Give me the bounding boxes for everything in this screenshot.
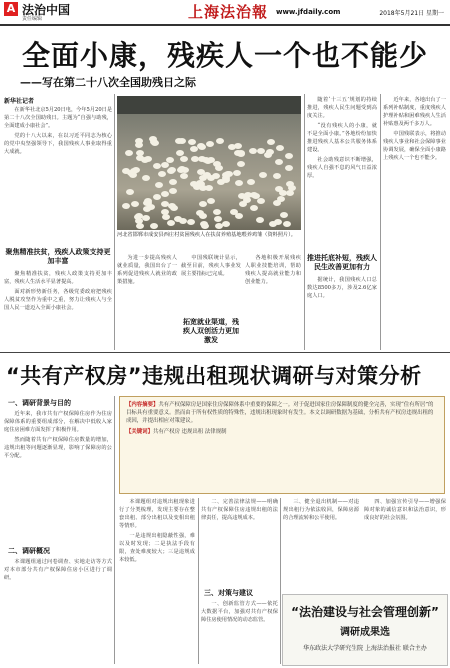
chicken-shape (247, 179, 255, 185)
editor-label: 责任编辑 (22, 16, 43, 22)
chicken-shape (257, 198, 265, 204)
chicken-shape (237, 151, 245, 157)
chicken-shape (216, 138, 224, 144)
chicken-shape (233, 170, 241, 176)
promo-title: “法治建设与社会管理创新” (291, 605, 439, 619)
article1-col1b (4, 270, 112, 348)
chicken-shape (213, 209, 221, 215)
chicken-shape (207, 198, 215, 204)
chicken-shape (286, 190, 294, 196)
chicken-shape (275, 159, 283, 165)
column-divider (304, 94, 305, 350)
chicken-shape (197, 143, 205, 149)
paragraph: 社会助残意识不断增强，残疾人自强不息的风气日益浓厚。 (307, 157, 377, 179)
section-heading: 三、对策与建议 (204, 589, 253, 597)
chicken-shape (243, 197, 251, 203)
article1-col1 (4, 106, 112, 246)
chicken-shape (206, 141, 214, 147)
keywords-tag: 【关键词】 (126, 429, 153, 435)
chicken-shape (143, 206, 151, 212)
chicken-shape (155, 182, 163, 188)
chicken-shape (237, 161, 245, 167)
paragraph: 本课题组通过问卷调查、实地走访等方式对本市部分共有产权保障住房小区进行了调研。 (4, 559, 112, 581)
chicken-shape (122, 203, 130, 209)
column-divider (280, 498, 281, 664)
issue-date: 2018年5月21日 星期一 (379, 10, 444, 17)
chicken-shape (228, 144, 236, 150)
chicken-shape (264, 152, 272, 158)
chicken-shape (150, 223, 158, 229)
article1-col3-subhead: 推进托底补短，残疾人民生改善更加有力 (307, 254, 377, 271)
section-heading: 二、调研概况 (8, 547, 50, 555)
chicken-shape (161, 191, 169, 197)
paragraph: 各地积极开展残疾人职业技能培训，帮助残疾人提高就业能力和创业能力。 (245, 255, 301, 285)
chicken-shape (187, 219, 195, 225)
paragraph: 三、健全退出机制——对违规出租行为依法收回，保障房源的合理流转和公平使用。 (283, 499, 359, 521)
chicken-shape (142, 175, 150, 181)
article2-headline: “共有产权房”违规出租现状调研与对策分析 (6, 364, 422, 388)
chicken-shape (207, 175, 215, 181)
abstract-tag: 【内容摘要】 (126, 402, 159, 408)
chicken-shape (176, 150, 184, 156)
article1-headline: 全面小康，残疾人一个也不能少 (21, 39, 428, 72)
article1-col2c (245, 254, 301, 350)
paragraph: 一、创新监管方式——依托大数据平台，加强对共有产权保障住房使用情况的动态监管。 (201, 601, 278, 623)
column-divider (380, 94, 381, 350)
promo-subtitle: 调研成果选 (340, 627, 390, 638)
chicken-shape (197, 169, 205, 175)
chicken-shape (214, 216, 222, 222)
chicken-shape (178, 138, 186, 144)
paragraph: 一是违规出租隐蔽性强，难以及时发现；二是执法手段有限，查处难度较大；三是违规成本较低。 (119, 533, 195, 563)
article2-col2 (119, 498, 195, 664)
paragraph: 随着‘十三五’规划的持续推进，残疾人民生问题受到高度关注。 (307, 97, 377, 119)
chicken-shape (199, 213, 207, 219)
paragraph: 近年来，我市共有产权保障住房作为住房保障体系的重要组成部分，在解决中低收入家庭住房困难方面发挥了积极作用。 (4, 411, 112, 433)
chicken-shape (222, 221, 230, 227)
article1-photo (117, 96, 301, 230)
article1-col4 (383, 96, 446, 348)
chicken-shape (273, 173, 281, 179)
chicken-shape (142, 215, 150, 221)
paragraph: 中国残联表示，将推动残疾人事业和社会保障事业协调发展，确保全面小康路上残疾人一个也不能少。 (383, 131, 446, 161)
article2-abstract (119, 396, 445, 494)
chicken-shape (131, 201, 139, 207)
paragraph: 聚焦精准扶贫，残疾人政策支持更加丰富，残疾人生活水平显著提高。 (4, 271, 112, 285)
chicken-shape (199, 201, 207, 207)
chicken-shape (273, 200, 281, 206)
chicken-shape (158, 171, 166, 177)
abstract-text: 共有产权保障房是国家住房保障体系中重要的保障之一。对于促进国家住房保障制度的健全完善，实现“住有所居”的目标具有重要意义。然而由于所有权性质的特殊性，违规出租现象时有发生。本文以调研数据为基础，分析共有产权房违规出租的成因，并提出相应对策建议。 (126, 402, 434, 424)
paragraph: 中国残联统计显示，截至目前，残疾人事业发展主要指标已完成。 (181, 255, 241, 277)
photo-caption: 河北省邯郸市成安县西庄村贫困残疾人在扶贫养殖基地喂养鸡雏（资料照片）。 (117, 232, 296, 238)
chicken-shape (276, 145, 284, 151)
chicken-shape (285, 153, 293, 159)
chicken-shape (161, 209, 169, 215)
keywords-text: 共有产权房 违规出租 法律规制 (152, 429, 227, 435)
paragraph: 然而随着共有产权保障住房数量的增加，违规出租等问题逐渐显现，影响了保障房的公平分配。 (4, 437, 112, 459)
chicken-shape (136, 155, 144, 161)
chicken-shape (201, 223, 209, 229)
article2-col5 (364, 498, 446, 592)
paragraph: 本课题组对违规出租现象进行了分类梳理，发现主要存在整套出租、部分出租以及变相出租等情形。 (119, 499, 195, 529)
chicken-shape (280, 212, 288, 218)
chicken-shape (180, 156, 188, 162)
chicken-shape (285, 165, 293, 171)
chicken-shape (168, 167, 176, 173)
page-header (0, 0, 450, 24)
chicken-shape (169, 179, 177, 185)
article1-subhead: ——写在第二十八次全国助残日之际 (20, 76, 196, 89)
article-divider (0, 352, 450, 353)
promo-organizers: 华东政法大学研究生院 上海法治报社 联合主办 (303, 645, 427, 652)
article2-col3a (201, 498, 278, 586)
paragraph: 二、完善法律法规——明确共有产权保障住房违规出租的法律责任，提高违规成本。 (201, 499, 278, 521)
column-divider (114, 396, 115, 664)
column-divider (114, 94, 115, 350)
chicken-shape (235, 180, 243, 186)
section-logo: A (4, 2, 18, 16)
paragraph: 面对新形势新任务，各级党委政府把残疾人脱贫攻坚作为重中之重，努力让残疾人与全国人民一道迈入全面小康社会。 (4, 289, 112, 311)
chicken-shape (188, 139, 196, 145)
article2-col3 (201, 600, 278, 664)
article1-col3b (307, 276, 377, 348)
chicken-shape (135, 142, 143, 148)
chicken-shape (153, 163, 161, 169)
chicken-shape (204, 158, 212, 164)
series-promo-box (282, 594, 448, 666)
article1-col3 (307, 96, 377, 252)
keywords-line (126, 428, 438, 436)
chicken-shape (126, 189, 134, 195)
chicken-shape (180, 173, 188, 179)
column-divider (198, 498, 199, 664)
paragraph: “没有残疾人的小康，就不是全面小康。”各地纷纷加快推进残疾人基本公共服务体系建设。 (307, 123, 377, 153)
chicken-shape (259, 172, 267, 178)
chicken-shape (178, 166, 186, 172)
chicken-shape (191, 156, 199, 162)
paragraph: 在新华社北京5月20日电，今年5月20日是第二十八次全国助残日。主题为“自强与助残，全面建成小康社会”。 (4, 107, 112, 129)
section-name: 法治中国 (22, 3, 71, 17)
section-heading: 一、调研背景与目的 (8, 399, 71, 407)
article1-col2b (181, 254, 241, 316)
paragraph: 近年来，各地出台了一系列补贴制度，重度残疾人护理补贴和困难残疾人生活补贴惠及两千多万人。 (383, 97, 446, 127)
paragraph: 党的十八大以来，在以习近平同志为核心的党中央坚强领导下，我国残疾人事业取得重大成就。 (4, 133, 112, 155)
barn-roof (117, 96, 301, 114)
chicken-shape (161, 162, 169, 168)
paragraph: 为进一步提高残疾人就业质量，我国出台了一系列促进残疾人就业的政策措施。 (117, 255, 177, 285)
newspaper-masthead: 上海法治報 (188, 3, 269, 21)
article2-col1 (4, 410, 112, 542)
chicken-shape (224, 171, 232, 177)
chicken-shape (256, 217, 264, 223)
chicken-shape (267, 139, 275, 145)
website-link[interactable]: www.jfdaily.com (276, 8, 341, 16)
article1-byline: 新华社记者 (4, 98, 35, 105)
chicken-shape (190, 181, 198, 187)
chicken-shape (249, 148, 257, 154)
header-divider (0, 24, 450, 26)
article2-col1b (4, 558, 112, 664)
chicken-shape (125, 150, 133, 156)
chicken-shape (153, 194, 161, 200)
chicken-shape (136, 223, 144, 229)
chicken-shape (283, 221, 291, 227)
chicken-shape (213, 161, 221, 167)
chicken-shape (169, 188, 177, 194)
article1-col2-subhead: 拓宽就业渠道，残疾人双创活力更加激发 (183, 318, 239, 344)
chicken-shape (144, 156, 152, 162)
chicken-shape (222, 177, 230, 183)
chicken-shape (167, 220, 175, 226)
chicken-shape (174, 216, 182, 222)
article2-col4 (283, 498, 359, 592)
article1-col2 (117, 254, 177, 350)
paragraph: 四、加强宣传引导——增强保障对象的诚信意识和法治意识，形成良好的社会氛围。 (364, 499, 446, 521)
article1-col1-subhead: 聚焦精准扶贫，残疾人政策支持更加丰富 (5, 248, 111, 265)
paragraph: 据统计，我国残疾人口总数达8500多万，涉及2.6亿家庭人口。 (307, 277, 377, 299)
chicken-shape (250, 205, 258, 211)
